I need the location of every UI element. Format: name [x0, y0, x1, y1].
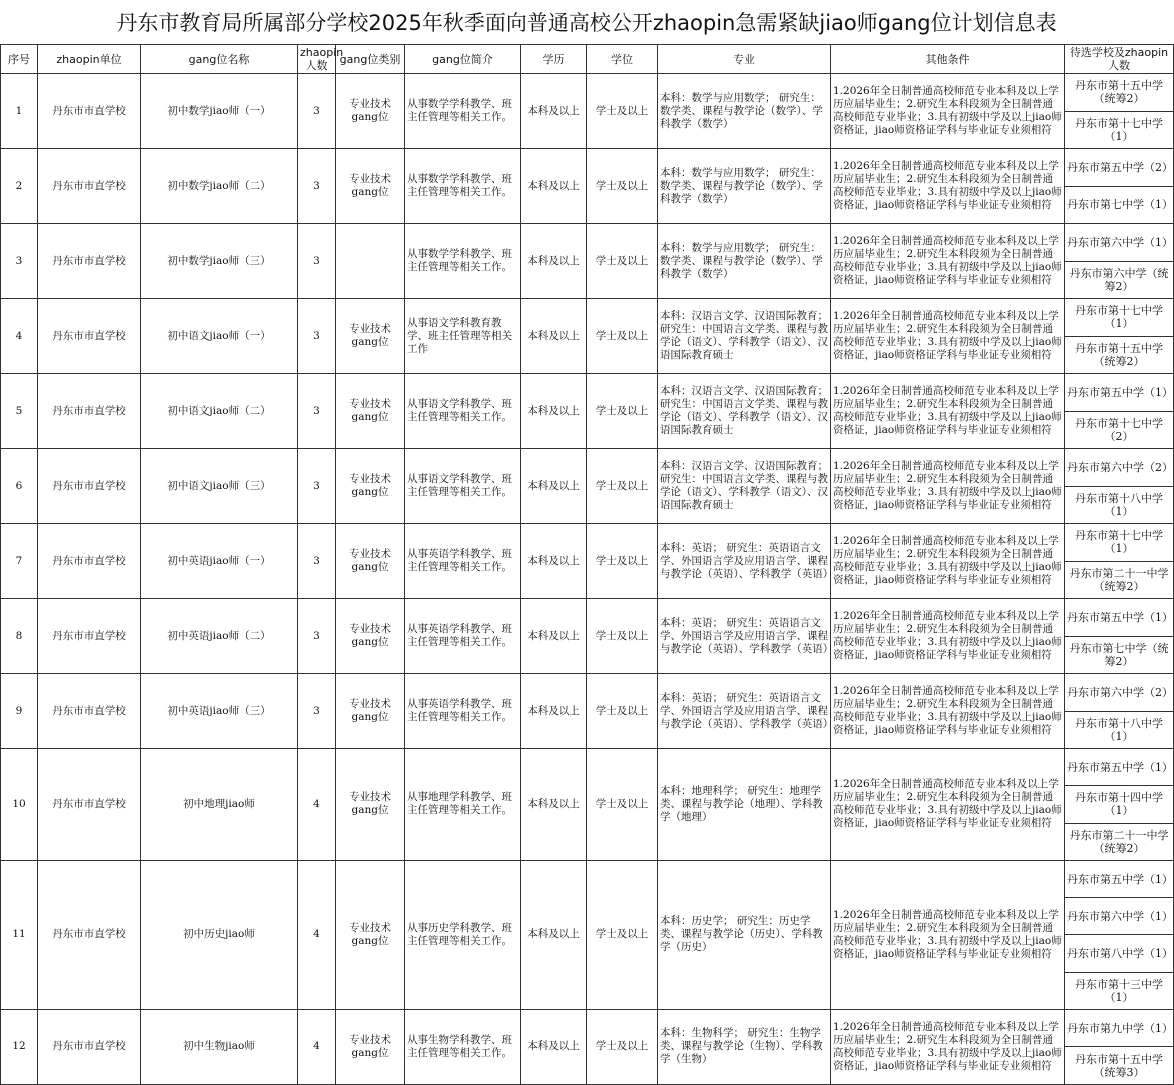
cell-category: 专业技术gang位 — [336, 449, 405, 524]
cell-degree: 学士及以上 — [587, 224, 658, 299]
header-position-name: gang位名称 — [141, 45, 298, 74]
cell-conditions: 1.2026年全日制普通高校师范专业本科及以上学历应届毕业生；2.研究生本科段须为全日制普通高校师范专业毕业；3.具有初级中学及以上jiao师资格证，jiao师资格证学科与毕业证专业须相符 — [831, 524, 1065, 599]
cell-school: 丹东市第七中学（统筹2） — [1065, 636, 1174, 674]
cell-intro: 从事英语学科教学、班主任管理等相关工作。 — [405, 674, 521, 749]
cell-conditions: 1.2026年全日制普通高校师范专业本科及以上学历应届毕业生；2.研究生本科段须为全日制普通高校师范专业毕业；3.具有初级中学及以上jiao师资格证，jiao师资格证学科与毕业证专业须相符 — [831, 1009, 1065, 1084]
cell-degree: 学士及以上 — [587, 749, 658, 861]
cell-school: 丹东市第九中学（1） — [1065, 1009, 1174, 1047]
cell-school: 丹东市第二十一中学（统筹2） — [1065, 823, 1174, 860]
cell-education: 本科及以上 — [521, 674, 587, 749]
cell-education: 本科及以上 — [521, 524, 587, 599]
cell-major: 本科：生物科学； 研究生：生物学类、课程与教学论（生物）、学科教学（生物） — [658, 1009, 831, 1084]
cell-unit: 丹东市市直学校 — [38, 1009, 141, 1084]
cell-intro: 从事语文学科教育教学、班主任管理等相关工作 — [405, 299, 521, 374]
table-row — [1, 224, 1174, 262]
cell-unit: 丹东市市直学校 — [38, 674, 141, 749]
cell-education: 本科及以上 — [521, 1009, 587, 1084]
cell-intro: 从事英语学科教学、班主任管理等相关工作。 — [405, 524, 521, 599]
cell-category: 专业技术gang位 — [336, 749, 405, 861]
header-conditions: 其他条件 — [831, 45, 1065, 74]
cell-school: 丹东市第十七中学（1） — [1065, 111, 1174, 149]
cell-major: 本科：汉语言文学、汉语国际教育； 研究生：中国语言文学类、课程与教学论（语文）、学科教学（语文）、汉语国际教育硕士 — [658, 449, 831, 524]
cell-school: 丹东市第十三中学（1） — [1065, 972, 1174, 1009]
header-unit: zhaopin单位 — [38, 45, 141, 74]
cell-no: 8 — [1, 599, 38, 674]
table-row — [1, 74, 1174, 112]
table-row — [1, 749, 1174, 786]
cell-unit: 丹东市市直学校 — [38, 860, 141, 1009]
cell-major: 本科：数学与应用数学； 研究生：数学类、课程与教学论（数学）、学科教学（数学） — [658, 149, 831, 224]
cell-count: 3 — [298, 524, 336, 599]
cell-no: 1 — [1, 74, 38, 149]
cell-position-name: 初中数学jiao师（二） — [141, 149, 298, 224]
cell-conditions: 1.2026年全日制普通高校师范专业本科及以上学历应届毕业生；2.研究生本科段须为全日制普通高校师范专业毕业；3.具有初级中学及以上jiao师资格证，jiao师资格证学科与毕业证专业须相符 — [831, 860, 1065, 1009]
cell-school: 丹东市第五中学（1） — [1065, 860, 1174, 897]
cell-degree: 学士及以上 — [587, 374, 658, 449]
cell-school: 丹东市第六中学（1） — [1065, 898, 1174, 935]
cell-major: 本科：汉语言文学、汉语国际教育； 研究生：中国语言文学类、课程与教学论（语文）、学科教学（语文）、汉语国际教育硕士 — [658, 374, 831, 449]
cell-intro: 从事数学学科教学、班主任管理等相关工作。 — [405, 74, 521, 149]
cell-unit: 丹东市市直学校 — [38, 524, 141, 599]
cell-unit: 丹东市市直学校 — [38, 749, 141, 861]
cell-school: 丹东市第十五中学（统筹2） — [1065, 74, 1174, 112]
cell-school: 丹东市第十五中学（统筹2） — [1065, 336, 1174, 374]
cell-school: 丹东市第五中学（1） — [1065, 749, 1174, 786]
table-row — [1, 599, 1174, 637]
cell-school: 丹东市第二十一中学（统筹2） — [1065, 561, 1174, 599]
cell-school: 丹东市第十七中学 （2） — [1065, 411, 1174, 449]
cell-school: 丹东市第七中学（1） — [1065, 186, 1174, 224]
cell-count: 3 — [298, 149, 336, 224]
cell-major: 本科：英语； 研究生：英语语言文学、外国语言学及应用语言学、课程与教学论（英语）、学科教学（英语） — [658, 599, 831, 674]
table-row — [1, 524, 1174, 562]
cell-category: 专业技术gang位 — [336, 599, 405, 674]
cell-position-name: 初中语文jiao师（三） — [141, 449, 298, 524]
cell-unit: 丹东市市直学校 — [38, 374, 141, 449]
header-category: gang位类别 — [336, 45, 405, 74]
cell-position-name: 初中生物jiao师 — [141, 1009, 298, 1084]
recruitment-table — [0, 44, 1174, 1085]
header-row — [1, 45, 1174, 74]
cell-count: 4 — [298, 1009, 336, 1084]
cell-school: 丹东市第十五中学（统筹3） — [1065, 1047, 1174, 1085]
cell-degree: 学士及以上 — [587, 74, 658, 149]
cell-degree: 学士及以上 — [587, 674, 658, 749]
cell-unit: 丹东市市直学校 — [38, 299, 141, 374]
cell-education: 本科及以上 — [521, 599, 587, 674]
cell-major: 本科：汉语言文学、汉语国际教育； 研究生：中国语言文学类、课程与教学论（语文）、学科教学（语文）、汉语国际教育硕士 — [658, 299, 831, 374]
cell-conditions: 1.2026年全日制普通高校师范专业本科及以上学历应届毕业生；2.研究生本科段须为全日制普通高校师范专业毕业；3.具有初级中学及以上jiao师资格证，jiao师资格证学科与毕业证专业须相符 — [831, 749, 1065, 861]
page-title: 丹东市教育局所属部分学校2025年秋季面向普通高校公开zhaopin急需紧缺jiao师gang位计划信息表 — [116, 11, 1057, 35]
cell-no: 5 — [1, 374, 38, 449]
table-row — [1, 1009, 1174, 1047]
cell-intro: 从事历史学科教学、班主任管理等相关工作。 — [405, 860, 521, 1009]
cell-category: 专业技术gang位 — [336, 374, 405, 449]
cell-position-name: 初中地理jiao师 — [141, 749, 298, 861]
cell-position-name: 初中英语jiao师（一） — [141, 524, 298, 599]
cell-school: 丹东市第五中学（1） — [1065, 374, 1174, 412]
cell-unit: 丹东市市直学校 — [38, 599, 141, 674]
cell-category: 专业技术gang位 — [336, 74, 405, 149]
cell-major: 本科：历史学； 研究生：历史学类、课程与教学论（历史）、学科教学（历史） — [658, 860, 831, 1009]
cell-no: 10 — [1, 749, 38, 861]
cell-intro: 从事地理学科教学、班主任管理等相关工作。 — [405, 749, 521, 861]
cell-count: 4 — [298, 749, 336, 861]
cell-no: 9 — [1, 674, 38, 749]
cell-intro: 从事数学学科教学、班主任管理等相关工作。 — [405, 224, 521, 299]
cell-major: 本科：地理科学； 研究生：地理学类、课程与教学论（地理）、学科教学（地理） — [658, 749, 831, 861]
cell-count: 3 — [298, 674, 336, 749]
cell-no: 2 — [1, 149, 38, 224]
cell-degree: 学士及以上 — [587, 860, 658, 1009]
cell-position-name: 初中语文jiao师（二） — [141, 374, 298, 449]
cell-education: 本科及以上 — [521, 74, 587, 149]
cell-category: 专业技术gang位 — [336, 674, 405, 749]
header-schools: 待选学校及zhaopin人数 — [1065, 45, 1174, 74]
cell-major: 本科：英语； 研究生：英语语言文学、外国语言学及应用语言学、课程与教学论（英语）、学科教学（英语） — [658, 674, 831, 749]
cell-conditions: 1.2026年全日制普通高校师范专业本科及以上学历应届毕业生；2.研究生本科段须为全日制普通高校师范专业毕业；3.具有初级中学及以上jiao师资格证，jiao师资格证学科与毕业证专业须相符 — [831, 449, 1065, 524]
cell-conditions: 1.2026年全日制普通高校师范专业本科及以上学历应届毕业生；2.研究生本科段须为全日制普通高校师范专业毕业；3.具有初级中学及以上jiao师资格证，jiao师资格证学科与毕业证专业须相符 — [831, 299, 1065, 374]
cell-conditions: 1.2026年全日制普通高校师范专业本科及以上学历应届毕业生；2.研究生本科段须为全日制普通高校师范专业毕业；3.具有初级中学及以上jiao师资格证，jiao师资格证学科与毕业证专业须相符 — [831, 674, 1065, 749]
cell-position-name: 初中数学jiao师（三） — [141, 224, 298, 299]
cell-education: 本科及以上 — [521, 749, 587, 861]
cell-degree: 学士及以上 — [587, 524, 658, 599]
cell-count: 3 — [298, 224, 336, 299]
cell-school: 丹东市第六中学（2） — [1065, 449, 1174, 487]
cell-degree: 学士及以上 — [587, 449, 658, 524]
cell-school: 丹东市第八中学（1） — [1065, 935, 1174, 972]
cell-conditions: 1.2026年全日制普通高校师范专业本科及以上学历应届毕业生；2.研究生本科段须为全日制普通高校师范专业毕业；3.具有初级中学及以上jiao师资格证，jiao师资格证学科与毕业证专业须相符 — [831, 224, 1065, 299]
cell-count: 3 — [298, 299, 336, 374]
cell-conditions: 1.2026年全日制普通高校师范专业本科及以上学历应届毕业生；2.研究生本科段须为全日制普通高校师范专业毕业；3.具有初级中学及以上jiao师资格证，jiao师资格证学科与毕业证专业须相符 — [831, 74, 1065, 149]
cell-category: 专业技术gang位 — [336, 524, 405, 599]
cell-intro: 从事语文学科教学、班主任管理等相关工作。 — [405, 374, 521, 449]
cell-school: 丹东市第十八中学（1） — [1065, 486, 1174, 524]
cell-school: 丹东市第六中学（2） — [1065, 674, 1174, 712]
cell-education: 本科及以上 — [521, 374, 587, 449]
header-count: zhaopin人数 — [298, 45, 336, 74]
cell-category: 专业技术gang位 — [336, 149, 405, 224]
cell-degree: 学士及以上 — [587, 149, 658, 224]
cell-education: 本科及以上 — [521, 449, 587, 524]
cell-no: 11 — [1, 860, 38, 1009]
cell-no: 3 — [1, 224, 38, 299]
cell-conditions: 1.2026年全日制普通高校师范专业本科及以上学历应届毕业生；2.研究生本科段须为全日制普通高校师范专业毕业；3.具有初级中学及以上jiao师资格证，jiao师资格证学科与毕业证专业须相符 — [831, 374, 1065, 449]
cell-category: 专业技术gang位 — [336, 860, 405, 1009]
cell-position-name: 初中数学jiao师（一） — [141, 74, 298, 149]
cell-count: 3 — [298, 449, 336, 524]
cell-conditions: 1.2026年全日制普通高校师范专业本科及以上学历应届毕业生；2.研究生本科段须为全日制普通高校师范专业毕业；3.具有初级中学及以上jiao师资格证，jiao师资格证学科与毕业证专业须相符 — [831, 149, 1065, 224]
table-row — [1, 149, 1174, 187]
cell-no: 6 — [1, 449, 38, 524]
cell-school: 丹东市第六中学（1） — [1065, 224, 1174, 262]
cell-education: 本科及以上 — [521, 224, 587, 299]
cell-unit: 丹东市市直学校 — [38, 149, 141, 224]
cell-unit: 丹东市市直学校 — [38, 224, 141, 299]
cell-no: 7 — [1, 524, 38, 599]
cell-conditions: 1.2026年全日制普通高校师范专业本科及以上学历应届毕业生；2.研究生本科段须为全日制普通高校师范专业毕业；3.具有初级中学及以上jiao师资格证，jiao师资格证学科与毕业证专业须相符 — [831, 599, 1065, 674]
cell-school: 丹东市第五中学（1） — [1065, 599, 1174, 637]
cell-major: 本科：英语； 研究生：英语语言文学、外国语言学及应用语言学、课程与教学论（英语）、学科教学（英语） — [658, 524, 831, 599]
table-row — [1, 449, 1174, 487]
cell-education: 本科及以上 — [521, 149, 587, 224]
cell-count: 3 — [298, 74, 336, 149]
cell-no: 12 — [1, 1009, 38, 1084]
cell-position-name: 初中语文jiao师（一） — [141, 299, 298, 374]
cell-count: 3 — [298, 599, 336, 674]
table-row — [1, 374, 1174, 412]
cell-count: 4 — [298, 860, 336, 1009]
header-intro: gang位简介 — [405, 45, 521, 74]
table-row — [1, 860, 1174, 897]
header-no: 序号 — [1, 45, 38, 74]
cell-no: 4 — [1, 299, 38, 374]
cell-position-name: 初中历史jiao师 — [141, 860, 298, 1009]
cell-degree: 学士及以上 — [587, 1009, 658, 1084]
cell-degree: 学士及以上 — [587, 299, 658, 374]
cell-category: 专业技术gang位 — [336, 299, 405, 374]
cell-school: 丹东市第五中学（2） — [1065, 149, 1174, 187]
cell-position-name: 初中英语jiao师（二） — [141, 599, 298, 674]
cell-intro: 从事语文学科教学、班主任管理等相关工作。 — [405, 449, 521, 524]
cell-school: 丹东市第十四中学（1） — [1065, 786, 1174, 823]
table-row — [1, 674, 1174, 712]
cell-category: 专业技术gang位 — [336, 1009, 405, 1084]
cell-school: 丹东市第十七中学 （1） — [1065, 299, 1174, 337]
cell-unit: 丹东市市直学校 — [38, 449, 141, 524]
header-degree: 学位 — [587, 45, 658, 74]
cell-major: 本科：数学与应用数学； 研究生：数学类、课程与教学论（数学）、学科教学（数学） — [658, 224, 831, 299]
cell-position-name: 初中英语jiao师（三） — [141, 674, 298, 749]
table-row — [1, 299, 1174, 337]
cell-intro: 从事生物学科教学、班主任管理等相关工作。 — [405, 1009, 521, 1084]
header-major: 专业 — [658, 45, 831, 74]
cell-education: 本科及以上 — [521, 299, 587, 374]
cell-degree: 学士及以上 — [587, 599, 658, 674]
cell-count: 3 — [298, 374, 336, 449]
cell-school: 丹东市第六中学（统筹2） — [1065, 261, 1174, 299]
cell-unit: 丹东市市直学校 — [38, 74, 141, 149]
cell-intro: 从事英语学科教学、班主任管理等相关工作。 — [405, 599, 521, 674]
cell-education: 本科及以上 — [521, 860, 587, 1009]
cell-school: 丹东市第十七中学（1） — [1065, 524, 1174, 562]
cell-major: 本科：数学与应用数学； 研究生：数学类、课程与教学论（数学）、学科教学（数学） — [658, 74, 831, 149]
cell-intro: 从事数学学科教学、班主任管理等相关工作。 — [405, 149, 521, 224]
cell-category — [336, 224, 405, 299]
header-education: 学历 — [521, 45, 587, 74]
cell-school: 丹东市第十八中学（1） — [1065, 711, 1174, 749]
